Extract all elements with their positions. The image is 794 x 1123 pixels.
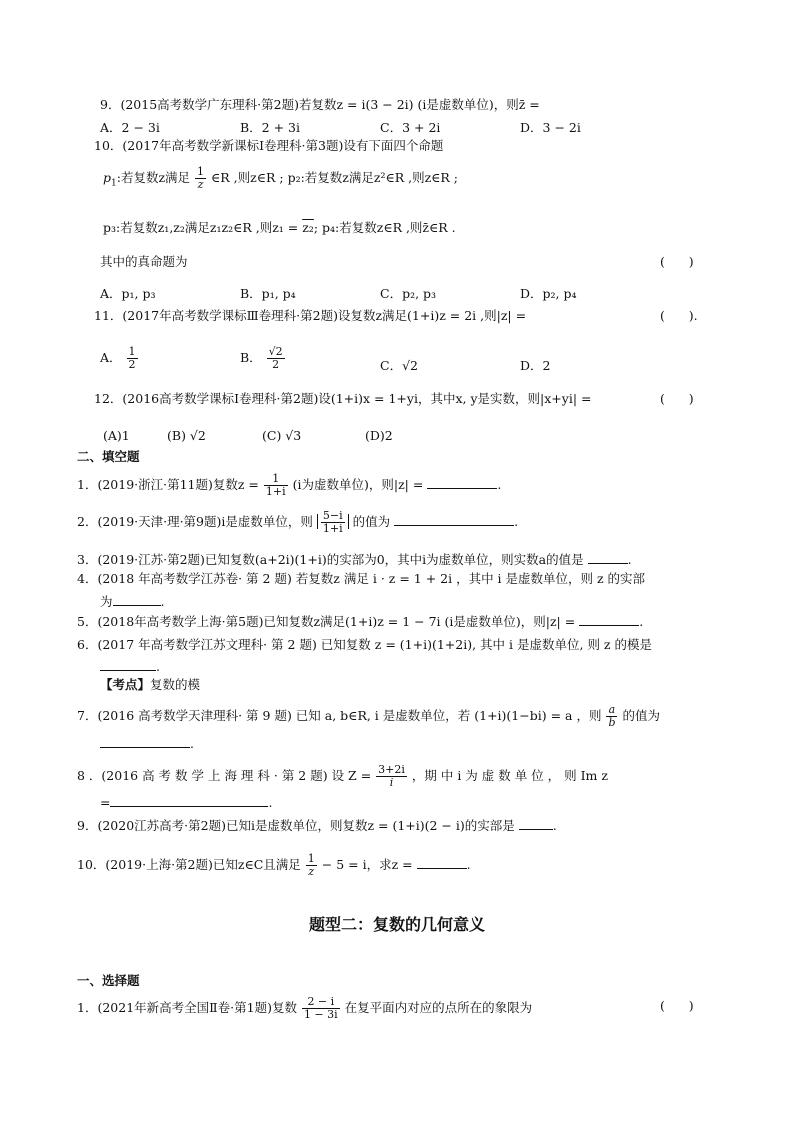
q10-proposition-p3-p4: p₃:若复数z₁,z₂满足z₁z₂∈R ,则z₁ = z₂; p₄:若复数z∈R ,则z̄∈R .	[103, 220, 456, 235]
q12-option-b: (B) √2	[167, 428, 206, 443]
q10-ask: 其中的真命题为	[100, 254, 188, 269]
q9-option-b: B．2 + 3i	[240, 120, 301, 135]
answer-blank[interactable]	[100, 735, 190, 748]
fill-question-2: 2．(2019·天津·理·第9题)i是虚数单位，则 $\frac{5-i}{1+i}$ 的值为 .	[77, 509, 519, 535]
fraction: $\frac{1}{z}$	[307, 852, 315, 878]
q11-option-d: D．2	[520, 358, 551, 373]
section-heading-multiple-choice: 一、选择题	[77, 973, 140, 988]
fraction: $\frac{a}{b}$	[608, 703, 616, 729]
fill-question-7: 7．(2016 高考数学天津理科· 第 9 题) 已知 a, b∈R, i 是虚数单位，若 (1+i)(1−bi) = a ，则 $\frac{a}{b}$ 的值为	[77, 703, 660, 729]
question-11: 11．(2017年高考数学课标Ⅲ卷理科·第2题)设复数z满足(1+i)z = 2i ,则|z| =	[94, 308, 527, 323]
fill-question-8: 8 ．(2016 高 考 数 学 上 海 理 科 · 第 2 题) 设 Z = $\frac{3+2i}{i}$ ，期 中 i 为 虚 数 单 位 ， 则 Im z	[77, 763, 608, 789]
q10-option-c: C．p₂, p₃	[380, 286, 437, 301]
question-10: 10．(2017年高考数学新课标Ⅰ卷理科·第3题)设有下面四个命题	[94, 138, 444, 153]
section-title-geometric-meaning: 题型二：复数的几何意义	[308, 915, 485, 934]
answer-blank[interactable]	[110, 794, 268, 807]
answer-blank[interactable]	[113, 593, 161, 606]
q10-option-d: D．p₂, p₄	[520, 286, 577, 301]
q11-option-c: C．√2	[380, 358, 418, 373]
fill-question-5: 5．(2018年高考数学上海·第5题)已知复数z满足(1+i)z = 1 − 7i (i是虚数单位)，则|z| = .	[77, 614, 644, 629]
key-point-label: 【考点】复数的模	[100, 677, 201, 692]
q9-option-c: C．3 + 2i	[380, 120, 441, 135]
fill-question-4: 4．(2018 年高考数学江苏卷· 第 2 题) 若复数z 满足 i · z = 1 + 2i ，其中 i 是虚数单位，则 z 的实部	[77, 571, 646, 586]
fill-question-9: 9．(2020江苏高考·第2题)已知i是虚数单位，则复数z = (1+i)(2 − i)的实部是 .	[77, 818, 557, 833]
q12-answer-paren: ( )	[660, 391, 694, 406]
fill-question-8-cont: = .	[100, 795, 273, 810]
q12-option-c: (C) √3	[262, 428, 302, 443]
section-heading-fill-in: 二、填空题	[77, 449, 140, 464]
answer-blank[interactable]	[427, 476, 497, 489]
q12-option-a: (A)1	[103, 428, 130, 443]
q9-option-d: D．3 − 2i	[520, 120, 581, 135]
answer-blank[interactable]	[394, 513, 514, 526]
q10-option-b: B．p₁, p₄	[240, 286, 296, 301]
fraction: $\frac{1}{1+i}$	[265, 472, 286, 498]
fraction: $\frac{3+2i}{i}$	[378, 763, 405, 789]
fraction: $\frac{5-i}{1+i}$	[322, 509, 343, 535]
q12-option-d: (D)2	[365, 428, 393, 443]
fill-question-10: 10．(2019·上海·第2题)已知z∈C且满足 $\frac{1}{z}$ − 5 = i，求z = .	[77, 852, 471, 878]
q10-option-a: A．p₁, p₃	[100, 286, 156, 301]
q10-answer-paren: ( )	[660, 254, 694, 269]
q11-answer-paren: ( ).	[660, 308, 698, 323]
question-12: 12．(2016高考数学课标Ⅰ卷理科·第2题)设(1+i)x = 1+yi，其中x, y是实数，则|x+yi| =	[94, 391, 592, 406]
fill-question-6-cont: .	[100, 658, 160, 675]
fraction: $\frac{1}{2}$	[128, 345, 136, 371]
g1-answer-paren: ( )	[660, 998, 694, 1013]
answer-blank[interactable]	[588, 551, 628, 564]
fraction: $\frac{2 - i}{1 - 3i}$	[303, 995, 338, 1021]
fill-question-4-cont: 为 .	[100, 594, 165, 609]
question-9: 9．(2015高考数学广东理科·第2题)若复数z = i(3 − 2i) (i是虚数单位)，则z̄ =	[100, 97, 540, 112]
answer-blank[interactable]	[519, 817, 553, 830]
fill-question-1: 1．(2019·浙江·第11题)复数z = $\frac{1}{1+i}$ (i为虚数单位)，则|z| = .	[77, 472, 502, 498]
q10-proposition-p1-p2: $p_1$:若复数z满足 $\frac{1}{z}$ ∈R ,则z∈R ; p₂:若复数z满足z²∈R ,则z∈R ;	[103, 165, 459, 191]
fill-question-3: 3．(2019·江苏·第2题)已知复数(a+2i)(1+i)的实部为0，其中i为虚数单位，则实数a的值是 .	[77, 552, 632, 567]
answer-blank[interactable]	[579, 613, 639, 626]
q11-option-b: B． $\frac{√2}{2}$	[240, 345, 283, 371]
fraction: $\frac{√2}{2}$	[268, 345, 283, 371]
answer-blank[interactable]	[100, 658, 156, 671]
q11-option-a: A． $\frac{1}{2}$	[100, 345, 136, 371]
geometry-question-1: 1．(2021年新高考全国Ⅱ卷·第1题)复数 $\frac{2 - i}{1 - 3i}$ 在复平面内对应的点所在的象限为	[77, 995, 533, 1021]
fraction: $\frac{1}{z}$	[197, 165, 205, 191]
fill-question-7-cont: .	[100, 735, 194, 752]
answer-blank[interactable]	[417, 856, 467, 869]
q9-option-a: A．2 − 3i	[100, 120, 160, 135]
fill-question-6: 6．(2017 年高考数学江苏文理科· 第 2 题) 已知复数 z = (1+i)(1+2i), 其中 i 是虚数单位, 则 z 的模是	[77, 637, 652, 652]
